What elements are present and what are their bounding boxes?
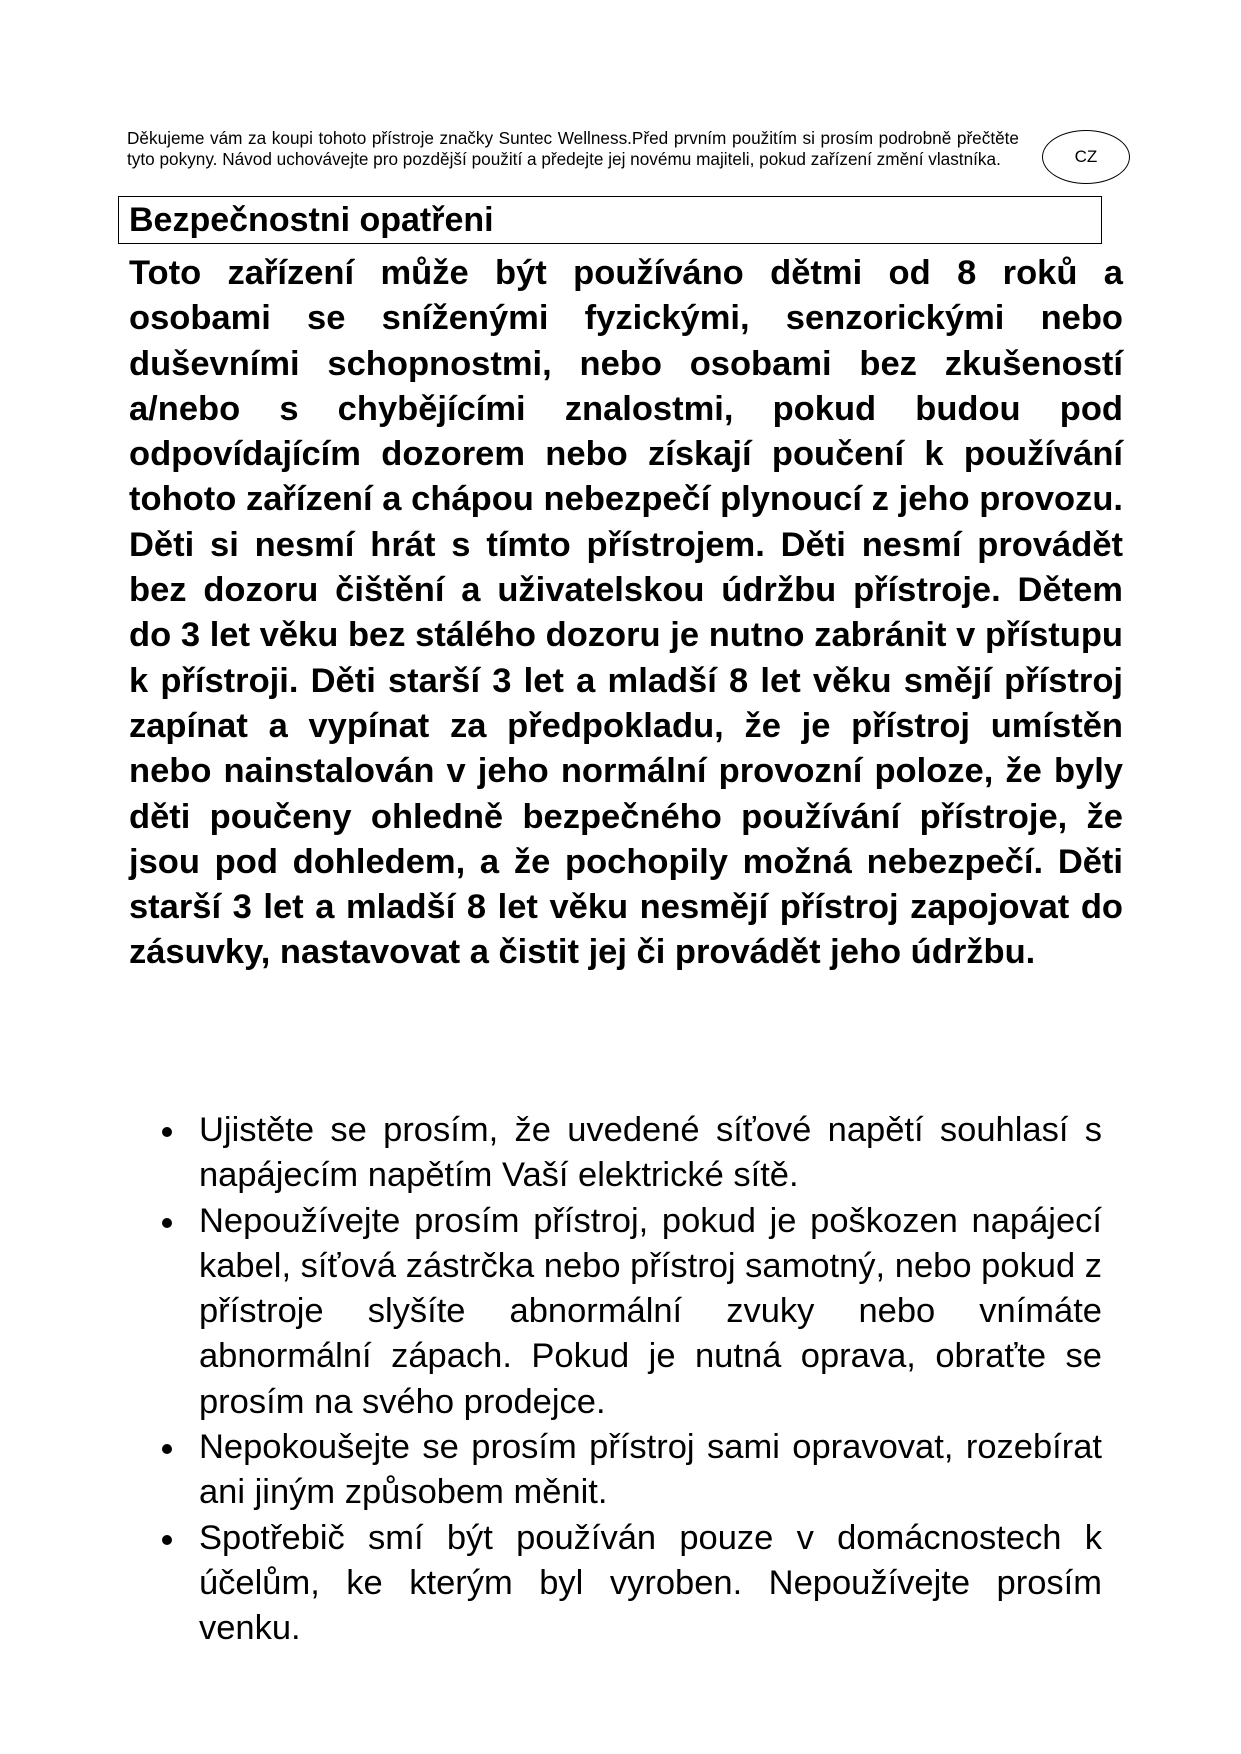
bullet-item-damage: [160, 1199, 1102, 1425]
language-badge-label: CZ: [1074, 147, 1098, 166]
bullet-text: Spotřebič smí být používán pouze v domácnostech k účelům, ke kterým byl vyroben. Nepoužívejte prosím venku.: [199, 1518, 1102, 1648]
bullet-item-household-use: [160, 1516, 1102, 1652]
language-badge: [1042, 130, 1130, 184]
safety-bullet-list: [160, 1108, 1102, 1652]
bullet-text: Ujistěte se prosím, že uvedené síťové napětí souhlasí s napájecím napětím Vaší elektrické sítě.: [199, 1111, 1102, 1195]
bullet-text: Nepoužívejte prosím přístroj, pokud je poškozen napájecí kabel, síťová zástrčka nebo přístroj samotný, nebo pokud z přístroje slyšíte abnormální zvuky nebo vnímáte abnormální zápach. Pokud je nutná oprava, obraťte se prosím na svého prodejce.: [199, 1201, 1102, 1421]
bullet-text: Nepokoušejte se prosím přístroj sami opravovat, rozebírat ani jiným způsobem měnit.: [199, 1428, 1102, 1512]
bullet-dot-icon: [162, 1535, 172, 1545]
bullet-item-repair: [160, 1425, 1102, 1516]
section-title: Bezpečnostni opatřeni: [129, 201, 494, 239]
bullet-dot-icon: [162, 1218, 172, 1228]
bullet-item-voltage: [160, 1108, 1102, 1199]
bullet-dot-icon: [162, 1127, 172, 1137]
intro-paragraph: Děkujeme vám za koupi tohoto přístroje značky Suntec Wellness.Před prvním použitím si prosím podrobně přečtěte tyto pokyny. Návod uchovávejte pro pozdější použití a předejte jej novému majiteli, pokud zařízení změní vlastníka.: [127, 128, 1019, 169]
child-safety-warning: Toto zařízení může být používáno dětmi od 8 roků a osobami se sníženými fyzickými, senzorickými nebo duševními schopnostmi, nebo osobami bez zkušeností a/nebo s chybějícími znalostmi, pokud budou pod odpovídajícím dozorem nebo získají poučení k používání tohoto zařízení a chápou nebezpečí plynoucí z jeho provozu. Děti si nesmí hrát s tímto přístrojem. Děti nesmí provádět bez dozoru čištění a uživatelskou údržbu přístroje. Dětem do 3 let věku bez stálého dozoru je nutno zabránit v přístupu k přístroji. Děti starší 3 let a mladší 8 let věku smějí přístroj zapínat a vypínat za předpokladu, že je přístroj umístěn nebo nainstalován v jeho normální provozní poloze, že byly děti poučeny ohledně bezpečného používání přístroje, že jsou pod dohledem, a že pochopily možná nebezpečí. Děti starší 3 let a mladší 8 let věku nesmějí přístroj zapojovat do zásuvky, nastavovat a čistit jej či provádět jeho údržbu.: [129, 254, 1123, 972]
section-title-box: [118, 196, 1102, 244]
bullet-dot-icon: [162, 1444, 172, 1454]
